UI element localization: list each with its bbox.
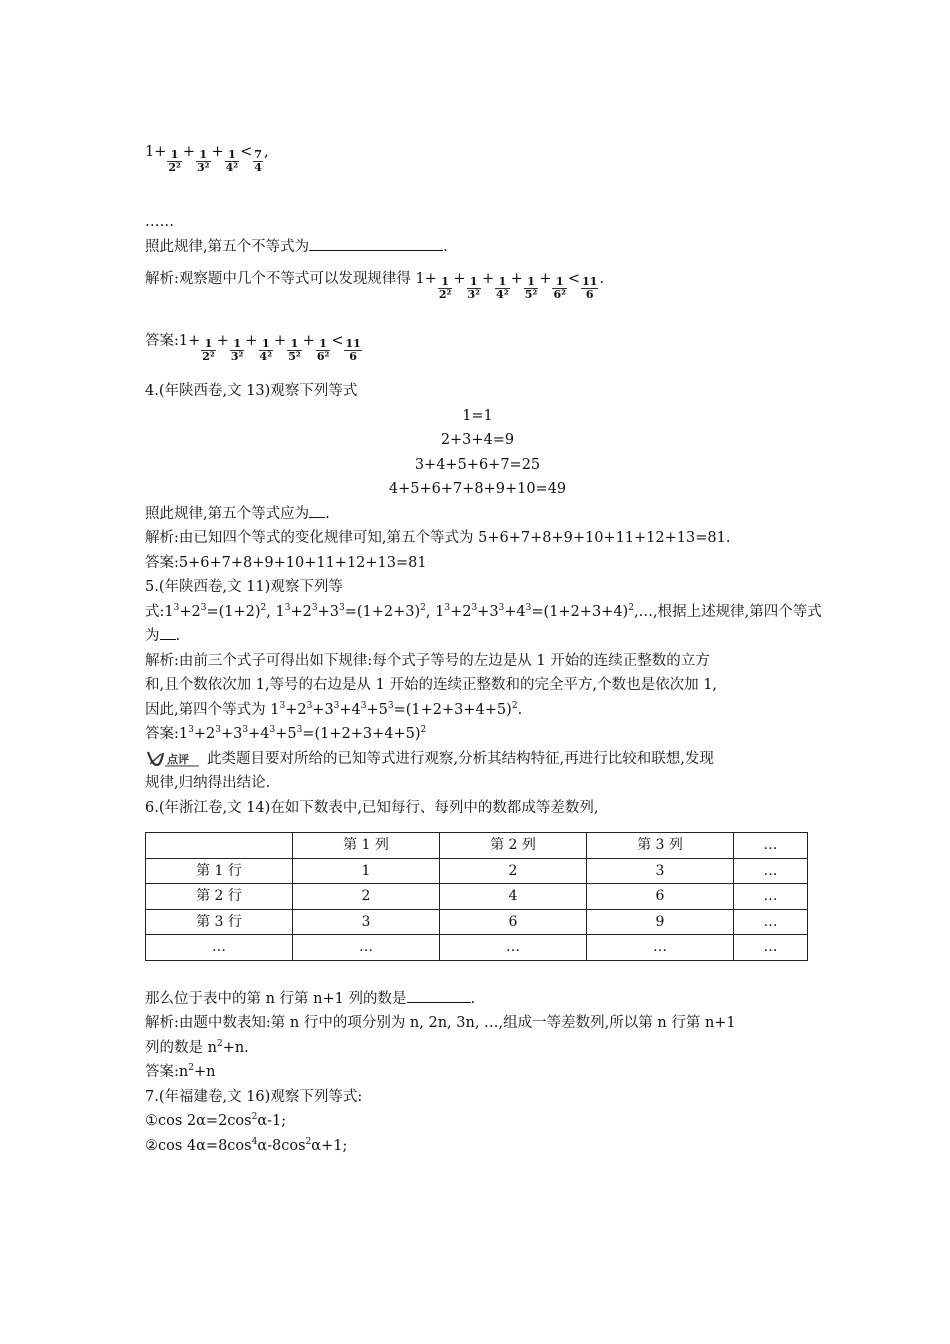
equation: 2+3+4=9	[440, 432, 515, 448]
solution-5: 解析:由前三个式子可得出如下规律:每个式子等号的左边是从 1 开始的连续正整数的立方	[145, 652, 710, 669]
answer-3: 答案:1+ $\frac{1}{\text{2²}}$ + $\frac{1}{\text{3²}}$ + $\frac{1}{\text{4²}}$ + $\frac{1}{\text{5²}}$ + $\frac{1}{\text{6²}}$ < $\frac{11}{6}$	[145, 333, 361, 363]
table-row: 第 1 列 第 2 列 第 3 列 …	[146, 833, 808, 859]
question-4-title: 4.(年陕西卷,文 13)观察下列等式	[145, 383, 358, 399]
comment-badge-icon	[145, 750, 201, 768]
table-row: 第 1 行 1 2 3 …	[146, 858, 808, 884]
comment: 规律,归纳得出结论.	[145, 775, 271, 791]
solution-5: 因此,第四个等式为 $1^3+2^3+3^3+4^3+5^3=(1+2+3+4+5)^2$.	[145, 700, 523, 718]
table-row: 第 2 行 2 4 6 …	[146, 884, 808, 910]
equation: 1=1	[462, 407, 493, 424]
solution-5: 和,且个数依次加 1,等号的右边是从 1 开始的连续正整数和的完全平方,个数也是依次加 1,	[145, 677, 718, 693]
table-row: … … … … …	[146, 935, 808, 961]
fraction: $\frac{7}{4}$	[254, 148, 262, 174]
answer-5: 答案$:1^3+2^3+3^3+4^3+5^3=(1+2+3+4+5)^2$	[145, 725, 427, 742]
solution-3: 解析:观察题中几个不等式可以发现规律得 1+ $\frac{1}{\text{2²}}$ + $\frac{1}{\text{3²}}$ + $\frac{1}{\text{4²}}$ + $\frac{1}{\text{5²}}$ + $\frac{1}{\text{6²}}$ < $\frac{11}{6}$ .	[145, 271, 604, 301]
question-4-ask: 照此规律,第五个等式应为 .	[145, 502, 810, 527]
comment: 点评 此类题目要对所给的已知等式进行观察,分析其结构特征,再进行比较和联想,发现	[145, 747, 810, 772]
table-row: 第 3 行 3 6 9 …	[146, 909, 808, 935]
solution-4: 解析:由已知四个等式的变化规律可知,第五个等式为 5+6+7+8+9+10+11+12+13=81.	[145, 530, 731, 546]
question-7-title: 7.(年福建卷,文 16)观察下列等式:	[145, 1088, 363, 1105]
text: 1+	[145, 144, 167, 160]
equation: ②cos $4\alpha=8\cos^4\alpha-8\cos^2\alpha+1$;	[145, 1136, 348, 1154]
solution-6: 列的数是 $n^2+n$.	[145, 1038, 249, 1056]
question-5-ask: 为 .	[145, 624, 810, 649]
svg-text:点评: 点评	[167, 752, 189, 766]
fraction: $\frac{1}{\text{4²}}$	[225, 148, 239, 174]
question-6-ask: 那么位于表中的第 n 行第 n+1 列的数是 .	[145, 987, 810, 1012]
fraction: $\frac{1}{\text{2²}}$	[168, 148, 181, 174]
fraction: $\frac{1}{\text{3²}}$	[197, 148, 210, 174]
question-6-title: 6.(年浙江卷,文 14)在如下数表中,已知每行、每列中的数都成等差数列,	[145, 799, 599, 816]
answer-6: 答案$:n^2+n$	[145, 1063, 216, 1080]
question-5-body: 式$:1^3+2^3=(1+2)^2$, $1^3+2^3+3^3=(1+2+3)^2$, $1^3+2^3+3^3+4^3=(1+2+3+4)^2,\dots$,根据上述规律,第四个等式	[145, 602, 822, 620]
ellipsis: ……	[145, 214, 174, 230]
inequality-line: 1+ $\frac{1}{\text{2²}}$ + $\frac{1}{\text{3²}}$ + $\frac{1}{\text{4²}}$ < $\frac{7}{4}$ ,	[145, 140, 810, 190]
question-3: 照此规律,第五个不等式为 .	[145, 235, 810, 260]
number-table	[145, 832, 808, 961]
answer-blank	[309, 236, 443, 251]
equation: ①cos $2\alpha=2\cos^2\alpha-1$;	[145, 1112, 287, 1129]
solution-6: 解析:由题中数表知:第 n 行中的项分别为 n, 2n, 3n, …,组成一等差数列,所以第 n 行第 n+1	[145, 1015, 736, 1031]
answer-4: 答案:5+6+7+8+9+10+11+12+13=81	[145, 554, 427, 571]
question-5-title: 5.(年陕西卷,文 11)观察下列等	[145, 579, 343, 595]
equation: 4+5+6+7+8+9+10=49	[388, 481, 567, 497]
equation: 3+4+5+6+7=25	[414, 456, 541, 473]
document-page	[145, 140, 822, 1158]
